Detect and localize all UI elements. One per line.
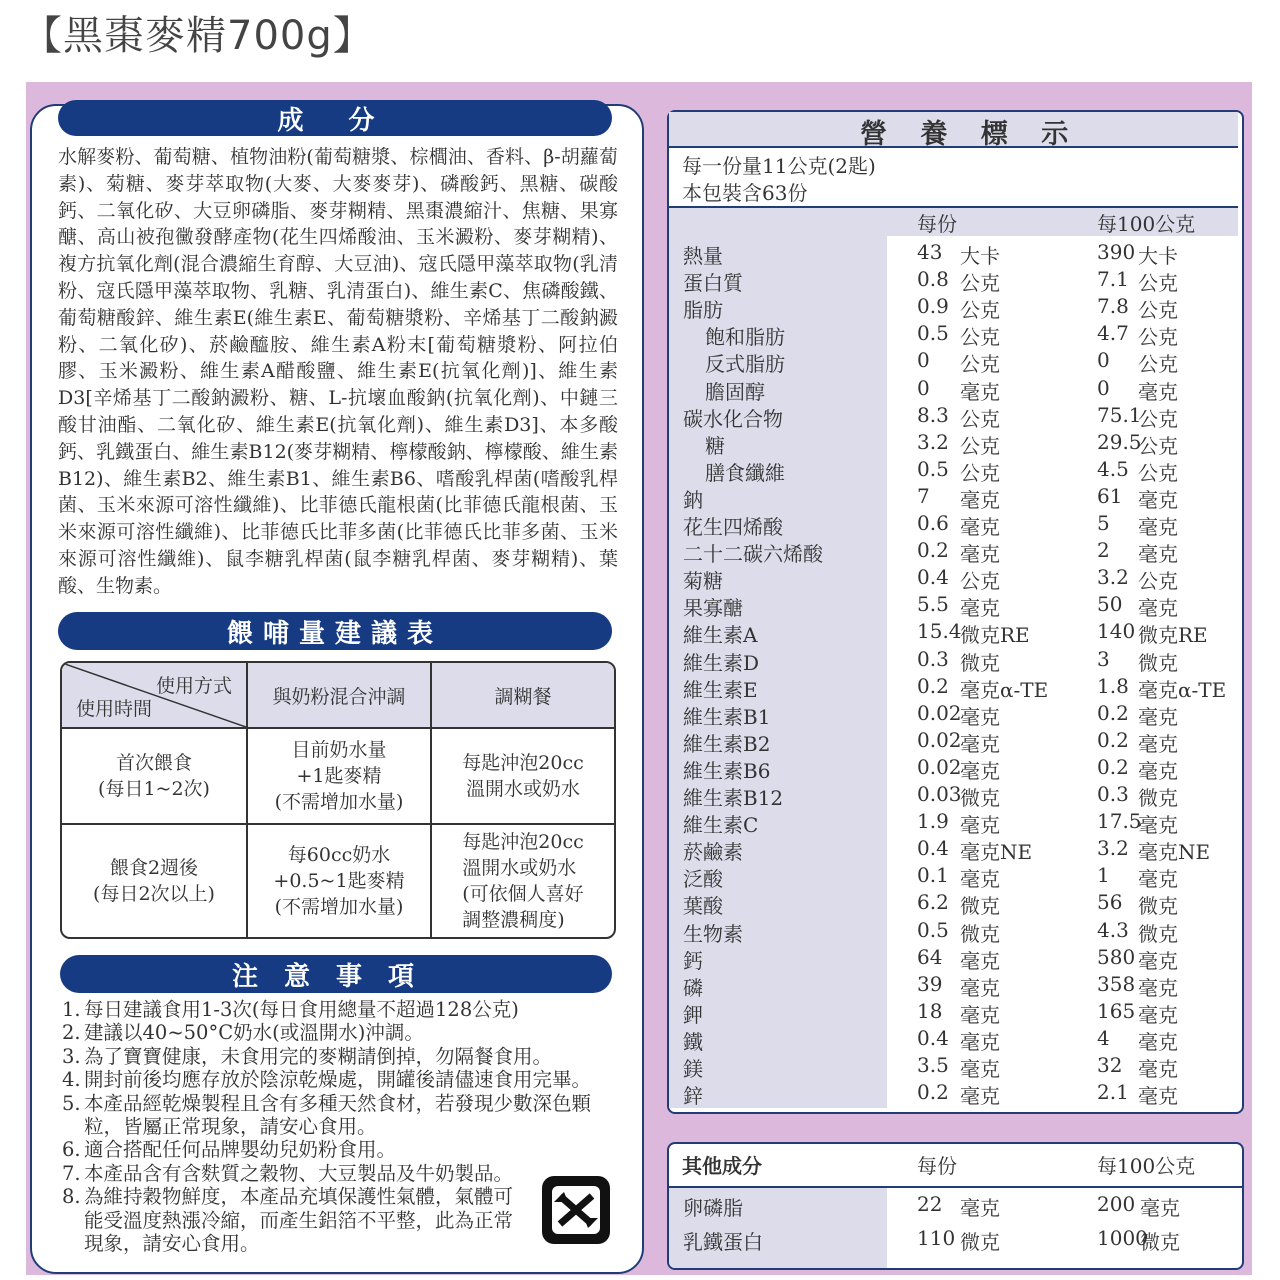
per-100g-unit: 公克 <box>1138 406 1178 431</box>
nutrient-name: 泛酸 <box>683 867 723 892</box>
per-100g-unit: 大卡 <box>1138 244 1178 268</box>
nutrient-name: 維生素B6 <box>683 758 771 783</box>
per-serving-value: 64 <box>917 944 943 969</box>
other-per-100g-unit: 微克 <box>1140 1230 1180 1254</box>
per-100g-unit: 微克 <box>1138 921 1178 946</box>
per-serving-unit: 公克 <box>960 352 1000 377</box>
per-serving-value: 1.9 <box>917 809 949 834</box>
per-serving-value: 0.9 <box>917 294 949 319</box>
per-100g-value: 2.1 <box>1097 1080 1129 1105</box>
per-serving-unit: 微克 <box>960 650 1000 675</box>
per-100g-unit: 毫克 <box>1138 948 1178 973</box>
per-100g-value: 0.2 <box>1097 754 1129 779</box>
nutrient-name: 菸鹼素 <box>683 840 743 865</box>
per-100g-unit: 毫克 <box>1138 1029 1178 1054</box>
per-serving-value: 0.2 <box>917 673 949 698</box>
per-100g-value: 580 <box>1097 944 1136 969</box>
per-100g-value: 0 <box>1097 348 1110 373</box>
nutrient-name: 維生素D <box>683 650 760 675</box>
feeding-row1-paste: 每匙沖泡20cc 溫開水或奶水 <box>432 729 614 825</box>
col-per-serving: 每份 <box>917 212 957 236</box>
serving-size: 每一份量11公克(2匙) <box>682 154 876 178</box>
corner-label-method: 使用方式 <box>155 675 232 697</box>
per-serving-value: 3.2 <box>917 429 949 454</box>
other-per-100g-unit: 毫克 <box>1140 1196 1180 1220</box>
nutrient-name: 蛋白質 <box>683 271 743 296</box>
note-item: 6. 適合搭配任何品牌嬰幼兒奶粉食用。 <box>62 1138 397 1162</box>
per-100g-unit: 微克RE <box>1138 623 1208 648</box>
per-100g-unit: 公克 <box>1138 569 1178 594</box>
nutrient-name: 維生素B2 <box>683 731 771 756</box>
nutrient-name: 維生素C <box>683 813 759 838</box>
per-serving-value: 8.3 <box>917 402 949 427</box>
per-100g-unit: 公克 <box>1138 433 1178 458</box>
per-serving-value: 0.2 <box>917 538 949 563</box>
per-serving-value: 0.4 <box>917 1025 949 1050</box>
per-100g-value: 3.2 <box>1097 565 1129 590</box>
per-100g-unit: 公克 <box>1138 298 1178 323</box>
per-100g-value: 358 <box>1097 971 1136 996</box>
notes-heading: 注意事項 <box>60 955 612 993</box>
ingredients-text: 水解麥粉、葡萄糖、植物油粉(葡萄糖漿、棕櫚油、香料、β-胡蘿蔔素)、菊糖、麥芽萃取物(大麥、大麥麥芽)、磷酸鈣、黑糖、碳酸鈣、二氧化矽、大豆卵磷脂、麥芽糊精、黑棗濃縮汁、焦糖、果寡醣、高山被孢黴發酵產物(花生四烯酸油、玉米澱粉、麥芽糊精)、複方抗氧化劑(混合濃縮生育醇、大豆油)、寇氏隱甲藻萃取物(乳清粉、寇氏隱甲藻萃取物、乳糖、乳清蛋白)、維生素C、焦磷酸鐵、葡萄糖酸鋅、維生素E(維生素E、葡萄糖漿粉、辛烯基丁二酸鈉澱粉、二氧化矽)、菸鹼醯胺、維生素A粉末[葡萄糖漿粉、阿拉伯膠、玉米澱粉、維生素A醋酸鹽、維生素E(抗氧化劑)]、維生素D3[辛烯基丁二酸鈉澱粉、糖、L-抗壞血酸鈉(抗氧化劑)、中鏈三酸甘油酯、二氧化矽、維生素E(抗氧化劑)、維生素D3]、本多酸鈣、乳鐵蛋白、維生素B12(麥芽糊精、檸檬酸鈉、檸檬酸、維生素B12)、維生素B2、維生素B1、維生素B6、嗜酸乳桿菌(嗜酸乳桿菌、玉米來源可溶性纖維)、比菲德氏龍根菌(比菲德氏龍根菌、玉米來源可溶性纖維)、比菲德氏比菲多菌(比菲德氏比菲多菌、玉米來源可溶性纖維)、鼠李糖乳桿菌(鼠李糖乳桿菌、麥芽糊精)、葉酸、生物素。 <box>58 146 618 597</box>
nutrient-name: 維生素B1 <box>683 704 771 729</box>
per-100g-unit: 毫克 <box>1138 867 1178 892</box>
per-serving-unit: 毫克 <box>960 542 1000 567</box>
corner-label-time: 使用時間 <box>76 698 153 720</box>
per-serving-unit: 大卡 <box>960 244 1000 268</box>
per-100g-value: 1 <box>1097 863 1110 888</box>
other-per-100g-value: 1000 <box>1097 1226 1148 1250</box>
per-100g-unit: 毫克 <box>1138 1057 1178 1081</box>
per-serving-value: 0.03 <box>917 782 962 806</box>
per-serving-value: 0 <box>917 375 930 400</box>
per-100g-unit: 毫克 <box>1138 379 1178 404</box>
feeding-row1-time: 首次餵食 (每日1~2次) <box>62 729 248 825</box>
other-heading: 其他成分 <box>682 1154 762 1178</box>
per-100g-unit: 公克 <box>1138 460 1178 485</box>
per-serving-value: 0.3 <box>917 646 949 671</box>
per-serving-unit: 毫克 <box>960 379 1000 404</box>
per-serving-unit: 微克 <box>960 894 1000 919</box>
per-100g-value: 0.3 <box>1097 782 1129 806</box>
per-100g-unit: 微克 <box>1138 894 1178 919</box>
nutrient-name: 鈣 <box>683 948 703 973</box>
per-100g-value: 0.2 <box>1097 727 1129 752</box>
per-serving-value: 0.6 <box>917 511 949 535</box>
per-serving-unit: 微克 <box>960 921 1000 946</box>
per-100g-value: 50 <box>1097 592 1123 617</box>
per-serving-value: 0.4 <box>917 836 949 861</box>
nutrient-name: 鋅 <box>683 1084 703 1109</box>
per-100g-value: 75.1 <box>1097 402 1142 427</box>
per-100g-value: 3.2 <box>1097 836 1129 861</box>
other-per-serving-value: 110 <box>917 1226 956 1250</box>
servings-per-pack: 本包裝含63份 <box>682 181 808 205</box>
per-serving-unit: 毫克 <box>960 1084 1000 1109</box>
per-serving-unit: 公克 <box>960 325 1000 350</box>
col-per-100g: 每100公克 <box>1097 212 1196 236</box>
other-col-per-serving: 每份 <box>917 1154 957 1178</box>
per-100g-value: 61 <box>1097 483 1123 508</box>
per-serving-value: 0.8 <box>917 267 949 292</box>
per-100g-unit: 毫克 <box>1138 813 1178 838</box>
other-per-serving-unit: 微克 <box>960 1230 1000 1254</box>
per-serving-unit: 公克 <box>960 406 1000 431</box>
other-per-100g-value: 200 <box>1097 1192 1136 1216</box>
feeding-heading: 餵哺量建議表 <box>58 612 612 650</box>
per-serving-unit: 毫克 <box>960 1057 1000 1081</box>
per-100g-value: 0.2 <box>1097 700 1129 725</box>
per-serving-value: 0.4 <box>917 565 949 590</box>
per-serving-unit: 微克RE <box>960 623 1030 648</box>
other-col-per-100g: 每100公克 <box>1097 1154 1196 1178</box>
per-serving-value: 0.02 <box>917 727 962 752</box>
nutrient-name: 碳水化合物 <box>683 406 783 431</box>
per-serving-unit: 毫克 <box>960 731 1000 756</box>
per-serving-unit: 毫克 <box>960 487 1000 512</box>
note-item: 7. 本產品含有含麩質之穀物、大豆製品及牛奶製品。 <box>62 1161 514 1185</box>
per-100g-unit: 毫克 <box>1138 758 1178 783</box>
per-100g-unit: 毫克NE <box>1138 840 1211 865</box>
note-item: 5. 本產品經乾燥製程且含有多種天然食材，若發現少數深色顆粒，皆屬正常現象，請安心食用。 <box>62 1091 592 1139</box>
nutrient-name: 生物素 <box>683 921 743 946</box>
nutrient-name: 鐵 <box>683 1029 703 1054</box>
per-100g-value: 7.8 <box>1097 294 1129 319</box>
nutrient-name: 膳食纖維 <box>705 460 785 485</box>
ingredients-heading: 成 分 <box>58 100 612 136</box>
feeding-col-mix: 與奶粉混合沖調 <box>248 663 432 729</box>
nutrition-heading: 營 養 標 示 <box>860 119 1081 150</box>
feeding-row2-mix: 每60cc奶水 +0.5~1匙麥精 (不需增加水量) <box>248 825 432 937</box>
page-title: 【黑棗麥精700g】 <box>22 13 374 59</box>
per-100g-value: 4.7 <box>1097 321 1129 346</box>
per-100g-value: 4 <box>1097 1025 1110 1050</box>
per-serving-unit: 毫克 <box>960 704 1000 729</box>
per-serving-value: 5.5 <box>917 592 949 617</box>
note-item: 2. 建議以40~50°C奶水(或溫開水)沖調。 <box>62 1021 424 1045</box>
nutrient-name: 果寡醣 <box>683 596 743 621</box>
per-serving-unit: 毫克 <box>960 596 1000 621</box>
nutrient-name: 花生四烯酸 <box>683 515 783 539</box>
per-100g-unit: 公克 <box>1138 325 1178 350</box>
per-serving-unit: 毫克 <box>960 813 1000 838</box>
per-100g-unit: 毫克 <box>1138 487 1178 512</box>
per-serving-value: 7 <box>917 483 930 508</box>
per-serving-value: 0.5 <box>917 917 949 942</box>
per-serving-value: 18 <box>917 998 943 1023</box>
other-per-serving-unit: 毫克 <box>960 1196 1000 1220</box>
per-serving-value: 0.1 <box>917 863 949 888</box>
per-100g-unit: 毫克 <box>1138 596 1178 621</box>
per-serving-unit: 毫克 <box>960 1029 1000 1054</box>
per-serving-unit: 毫克 <box>960 948 1000 973</box>
per-100g-value: 140 <box>1097 619 1136 644</box>
per-100g-value: 4.3 <box>1097 917 1129 942</box>
per-100g-unit: 公克 <box>1138 352 1178 377</box>
per-serving-value: 39 <box>917 971 943 996</box>
per-100g-unit: 微克 <box>1138 786 1178 810</box>
per-100g-value: 390 <box>1097 240 1136 264</box>
per-100g-value: 7.1 <box>1097 267 1129 292</box>
per-100g-unit: 毫克α-TE <box>1138 677 1227 702</box>
per-100g-unit: 毫克 <box>1138 1002 1178 1027</box>
per-serving-value: 0.02 <box>917 754 962 779</box>
per-100g-unit: 毫克 <box>1138 975 1178 1000</box>
per-serving-unit: 毫克 <box>960 867 1000 892</box>
recycle-icon <box>538 1172 614 1248</box>
per-serving-value: 0 <box>917 348 930 373</box>
per-serving-unit: 公克 <box>960 569 1000 594</box>
per-serving-unit: 毫克 <box>960 975 1000 1000</box>
nutrient-name: 維生素E <box>683 677 758 702</box>
per-serving-value: 15.4 <box>917 619 962 644</box>
other-name: 乳鐵蛋白 <box>683 1230 763 1254</box>
per-100g-value: 4.5 <box>1097 456 1129 481</box>
per-serving-value: 0.2 <box>917 1080 949 1105</box>
nutrient-name: 糖 <box>705 433 725 458</box>
per-100g-value: 1.8 <box>1097 673 1129 698</box>
nutrient-name: 維生素A <box>683 623 758 648</box>
per-100g-unit: 微克 <box>1138 650 1178 675</box>
per-serving-value: 0.02 <box>917 700 962 725</box>
feeding-table <box>60 661 616 939</box>
nutrient-name: 鈉 <box>683 487 703 512</box>
nutrient-name: 維生素B12 <box>683 786 784 810</box>
per-100g-value: 5 <box>1097 511 1110 535</box>
other-divider <box>669 1186 1242 1188</box>
note-item: 1. 每日建議食用1-3次(每日食用總量不超過128公克) <box>62 998 519 1021</box>
per-serving-value: 0.5 <box>917 456 949 481</box>
per-serving-unit: 微克 <box>960 786 1000 810</box>
per-serving-unit: 毫克 <box>960 515 1000 539</box>
per-100g-value: 3 <box>1097 646 1110 671</box>
per-100g-value: 17.5 <box>1097 809 1142 834</box>
per-100g-unit: 公克 <box>1138 271 1178 296</box>
feeding-row1-mix: 目前奶水量 +1匙麥精 (不需增加水量) <box>248 729 432 825</box>
per-100g-value: 29.5 <box>1097 429 1142 454</box>
per-100g-unit: 毫克 <box>1138 704 1178 729</box>
nutrient-name: 鉀 <box>683 1002 703 1027</box>
per-serving-value: 6.2 <box>917 890 949 915</box>
nutrient-name: 鎂 <box>683 1057 703 1081</box>
per-100g-value: 2 <box>1097 538 1110 563</box>
per-serving-unit: 公克 <box>960 433 1000 458</box>
nutrient-name: 熱量 <box>683 244 723 268</box>
per-serving-unit: 毫克 <box>960 1002 1000 1027</box>
per-100g-unit: 毫克 <box>1138 1084 1178 1109</box>
per-serving-value: 0.5 <box>917 321 949 346</box>
note-item: 4. 開封前後均應存放於陰涼乾燥處，開罐後請儘速食用完畢。 <box>62 1068 592 1092</box>
per-serving-unit: 毫克 <box>960 758 1000 783</box>
nutrient-name: 飽和脂肪 <box>705 325 785 350</box>
per-100g-unit: 毫克 <box>1138 542 1178 567</box>
note-item: 3. 為了寶寶健康，未食用完的麥糊請倒掉，勿隔餐食用。 <box>62 1044 553 1068</box>
per-100g-value: 0 <box>1097 375 1110 400</box>
nutrient-name: 菊糖 <box>683 569 723 594</box>
feeding-corner-cell <box>62 663 248 729</box>
per-serving-unit: 公克 <box>960 298 1000 323</box>
feeding-col-paste: 調糊餐 <box>432 663 614 729</box>
nutrient-name: 脂肪 <box>683 298 723 323</box>
nutrient-name: 葉酸 <box>683 894 723 919</box>
per-100g-value: 165 <box>1097 998 1136 1023</box>
per-serving-unit: 公克 <box>960 460 1000 485</box>
feeding-row2-time: 餵食2週後 (每日2次以上) <box>62 825 248 937</box>
per-serving-unit: 毫克α-TE <box>960 677 1049 702</box>
other-name: 卵磷脂 <box>683 1196 743 1220</box>
per-serving-value: 43 <box>917 240 943 264</box>
per-serving-unit: 毫克NE <box>960 840 1033 865</box>
note-item: 8. 為維持穀物鮮度，本產品充填保護性氣體，氣體可能受溫度熱漲冷縮，而產生鋁箔不平整，此為正常現象，請安心食用。 <box>62 1185 514 1256</box>
nutrient-name: 磷 <box>683 975 703 1000</box>
per-100g-value: 56 <box>1097 890 1123 915</box>
per-serving-unit: 公克 <box>960 271 1000 296</box>
other-per-serving-value: 22 <box>917 1192 943 1216</box>
per-100g-value: 32 <box>1097 1053 1123 1077</box>
nutrient-name: 膽固醇 <box>705 379 765 404</box>
per-100g-unit: 毫克 <box>1138 515 1178 539</box>
nutrient-name: 反式脂肪 <box>705 352 785 377</box>
nutrient-name: 二十二碳六烯酸 <box>683 542 823 567</box>
feeding-row2-paste: 每匙沖泡20cc 溫開水或奶水 (可依個人喜好 調整濃稠度) <box>462 831 584 931</box>
per-serving-value: 3.5 <box>917 1053 949 1077</box>
per-100g-unit: 毫克 <box>1138 731 1178 756</box>
